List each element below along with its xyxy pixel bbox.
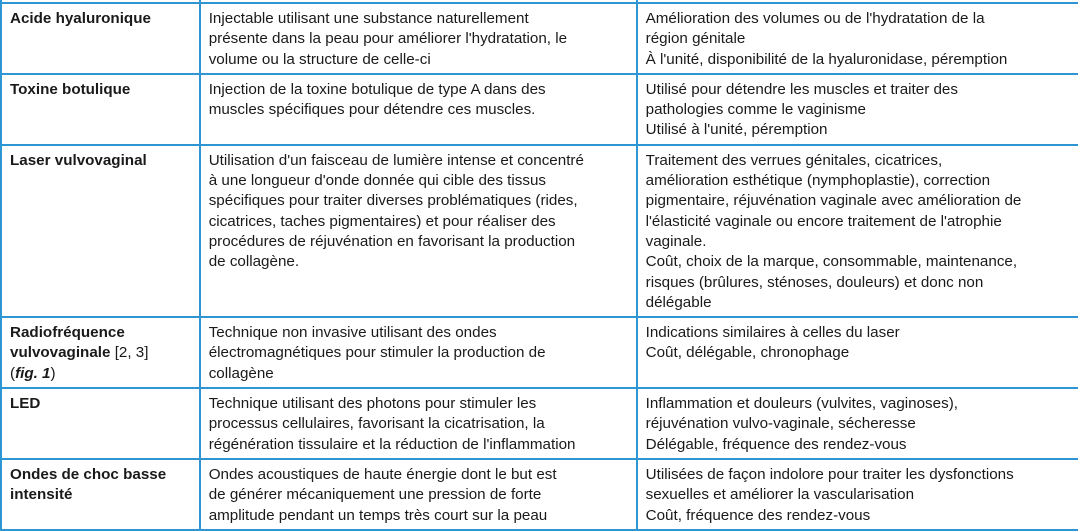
indications-line: Coût, fréquence des rendez-vous [645,506,871,524]
indications-line: pathologies comme le vaginisme [645,101,866,119]
cell-description [200,3,637,74]
description-line: de générer mécaniquement une pression de forte [208,486,542,504]
indications-line: région génitale [645,30,746,48]
treatment-name: Radiofréquence [10,324,125,342]
description-line: électromagnétiques pour stimuler la production de [208,344,546,362]
cell-indications [637,145,1078,317]
indications-line: amélioration esthétique (nymphoplastie), correction [645,172,991,190]
cell-name [1,459,200,530]
table-row [1,3,1078,74]
description-line: Technique non invasive utilisant des ondes [208,324,497,342]
indications-line: Inflammation et douleurs (vulvites, vaginoses), [645,395,958,413]
indications-line: pigmentaire, réjuvénation vaginale avec amélioration de [645,192,1022,210]
description-line: Injection de la toxine botulique de type A dans des [208,80,546,98]
table-row [1,145,1078,317]
treatment-name: LED [10,395,41,413]
description-line: à une longueur d'onde donnée qui cible des tissus [208,172,546,190]
reference-citation: [2, 3] [114,344,149,362]
description-line: Technique utilisant des photons pour stimuler les [208,395,537,413]
cell-indications [637,388,1078,459]
cell-description [200,459,637,530]
description-line: Utilisation d'un faisceau de lumière intense et concentré [208,151,584,169]
treatment-name: vulvovaginale [10,344,111,362]
description-line: cicatrices, taches pigmentaires) et pour réaliser des [208,212,556,230]
indications-line: Coût, choix de la marque, consommable, maintenance, [645,253,1018,271]
indications-line: délégable [645,293,712,311]
cell-description [200,388,637,459]
treatment-name: intensité [10,486,73,504]
cell-text [646,0,796,1]
cell-indications [637,459,1078,530]
indications-line: réjuvénation vulvo-vaginale, sécheresse [645,415,916,433]
indications-line: Amélioration des volumes ou de l'hydratation de la [645,10,985,27]
cell-indications [637,317,1078,388]
figure-reference: (fig. 1) [10,364,56,382]
indications-line: Délégable, fréquence des rendez-vous [645,435,907,453]
indications-line: À l'unité, disponibilité de la hyaluronidase, péremption [645,50,1008,68]
indications-line: Utilisé pour détendre les muscles et traiter des [645,80,958,98]
table-row [1,317,1078,388]
description-line: Ondes acoustiques de haute énergie dont le but est [208,465,557,483]
description-line: amplitude pendant un temps très court sur la peau [208,506,548,524]
indications-line: sexuelles et améliorer la vascularisation [645,486,915,504]
description-line: spécifiques pour traiter diverses problématiques (rides, [208,192,578,210]
treatment-name: Toxine botulique [10,80,131,98]
cell-name [1,388,200,459]
description-line: volume ou la structure de celle-ci [208,50,431,68]
indications-line: vaginale. [645,232,707,250]
indications-line: Coût, délégable, chronophage [645,344,850,362]
description-line: Injectable utilisant une substance naturellement [208,10,529,27]
indications-line: Traitement des verrues génitales, cicatrices, [645,151,943,169]
description-line: de collagène. [208,253,300,271]
description-line: régénération tissulaire et la réduction de l'inflammation [208,435,576,453]
table-row [1,459,1078,530]
cell-indications [637,3,1078,74]
treatment-name: Laser vulvovaginal [10,151,147,169]
cell-name [1,3,200,74]
description-line: présente dans la peau pour améliorer l'hydratation, le [208,30,568,48]
cell-indications [637,74,1078,145]
cell-name [1,74,200,145]
indications-line: risques (brûlures, sténoses, douleurs) et donc non [645,273,984,291]
indications-line: Indications similaires à celles du laser [645,324,900,342]
table-row [1,388,1078,459]
indications-line: Utilisées de façon indolore pour traiter les dysfonctions [645,465,1014,483]
treatment-name: Ondes de choc basse [10,465,167,483]
cell-name [1,145,200,317]
description-line: muscles spécifiques pour détendre ces muscles. [208,101,536,119]
cell-description [200,317,637,388]
cell-description [200,74,637,145]
description-line: collagène [208,364,274,382]
indications-line: Utilisé à l'unité, péremption [645,121,828,139]
cell-name [1,317,200,388]
description-line: procédures de réjuvénation en favorisant la production [208,232,576,250]
description-line: processus cellulaires, favorisant la cicatrisation, la [208,415,545,433]
treatment-name: Acide hyaluronique [10,10,151,27]
cell-description [200,145,637,317]
indications-line: l'élasticité vaginale ou encore traitement de l'atrophie [645,212,1002,230]
table-row [1,74,1078,145]
